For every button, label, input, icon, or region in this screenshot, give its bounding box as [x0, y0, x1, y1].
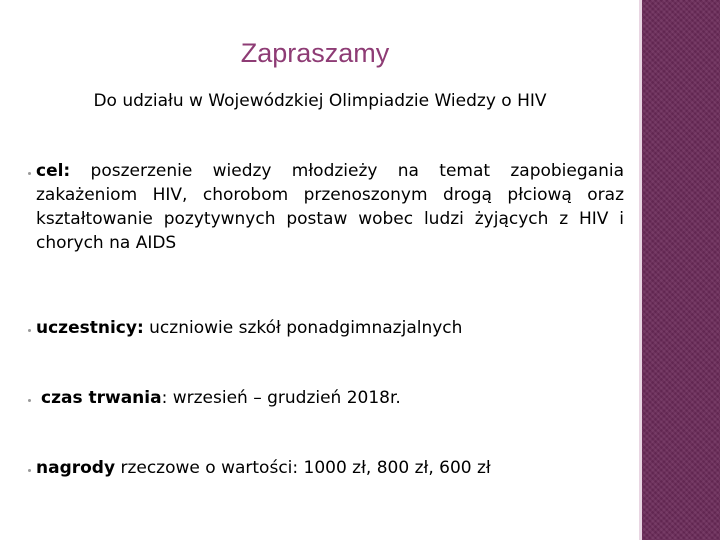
- bullet-prizes-text: [36, 456, 624, 480]
- bullet-participants-text: [36, 316, 624, 340]
- bullet-participants-term: uczestnicy:: [36, 318, 144, 338]
- bullet-goal-term: cel:: [36, 161, 71, 181]
- bullet-prizes-term: nagrody: [36, 458, 116, 478]
- bullet-goal: [20, 159, 624, 269]
- bullet-dot-icon: [28, 172, 31, 175]
- bullet-duration-term: czas trwania: [41, 388, 162, 408]
- bullet-duration-body: : wrzesień – grudzień 2018r.: [161, 388, 401, 408]
- bullet-dot-icon: [28, 469, 31, 472]
- bullet-duration-text: [41, 386, 624, 410]
- bullet-participants: [20, 316, 624, 342]
- bullet-goal-text: [36, 159, 624, 255]
- bullet-duration: [20, 386, 624, 412]
- decorative-sidebar: [642, 0, 720, 540]
- bullet-dot-icon: [28, 399, 31, 402]
- bullet-dot-icon: [28, 329, 31, 332]
- bullet-prizes-body: rzeczowe o wartości: 1000 zł, 800 zł, 600 zł: [115, 458, 491, 478]
- bullet-participants-body: uczniowie szkół ponadgimnazjalnych: [143, 318, 463, 338]
- bullet-goal-body: poszerzenie wiedzy młodzieży na temat zapobiegania zakażeniom HIV, chorobom przenoszonym drogą płciową oraz kształtowanie pozytywnych postaw wobec ludzi żyjących z HIV i chorych na AIDS: [36, 161, 624, 253]
- slide-title: Zapraszamy: [240, 38, 390, 68]
- slide-subtitle: Do udziału w Wojewódzkiej Olimpiadzie Wiedzy o HIV: [93, 91, 547, 111]
- bullet-prizes: [20, 456, 624, 482]
